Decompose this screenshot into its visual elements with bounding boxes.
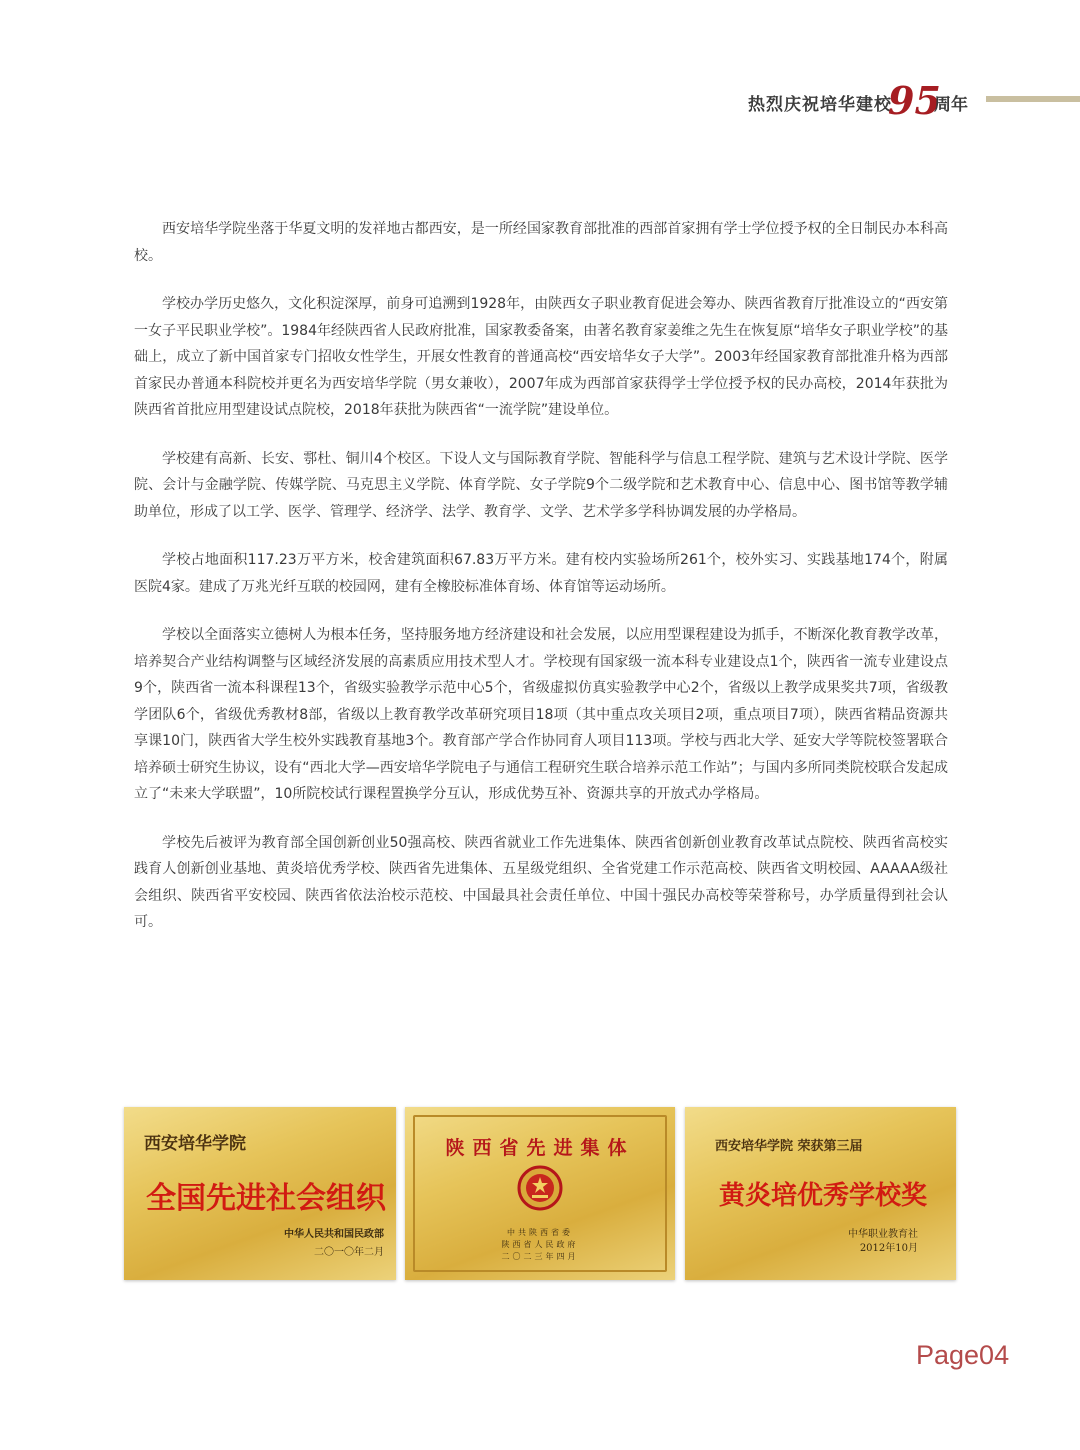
- header-decorative-bar: [986, 96, 1080, 102]
- plaque-issuer: 中华人民共和国民政部: [284, 1229, 384, 1240]
- national-emblem-icon: [517, 1165, 563, 1211]
- paragraph: 西安培华学院坐落于华夏文明的发祥地古都西安，是一所经国家教育部批准的西部首家拥有学士学位授予权的全日制民办本科高校。: [134, 221, 948, 264]
- plaque-national-advanced-org: [124, 1107, 396, 1280]
- plaque-date: 二〇一〇年二月: [314, 1247, 384, 1258]
- plaque-issuer: 中华职业教育社: [848, 1229, 918, 1240]
- paragraph: 学校占地面积117.23万平方米，校舍建筑面积67.83万平方米。建有校内实验场所261个，校外实习、实践基地174个，附属医院4家。建成了万兆光纤互联的校园网，建有全橡胶标准体育场、体育馆等运动场所。: [134, 552, 948, 595]
- anniversary-number: 95: [888, 78, 941, 123]
- paragraph: 学校建有高新、长安、鄠杜、铜川4个校区。下设人文与国际教育学院、智能科学与信息工程学院、建筑与艺术设计学院、医学院、会计与金融学院、传媒学院、马克思主义学院、体育学院、女子学院9个二级学院和艺术教育中心、信息中心、图书馆等教学辅助单位，形成了以工学、医学、管理学、经济学、法学、教育学、文学、艺术学多学科协调发展的办学格局。: [134, 450, 948, 520]
- plaque-date: 二〇二三年四月: [501, 1252, 579, 1261]
- plaque-title: 黄炎培优秀学校奖: [719, 1181, 928, 1211]
- plaque-title: 陕西省先进集体: [445, 1137, 635, 1159]
- paragraph: 学校办学历史悠久，文化积淀深厚，前身可追溯到1928年，由陕西女子职业教育促进会筹办、陕西省教育厅批准设立的“西安第一女子平民职业学校”。1984年经陕西省人民政府批准，国家教委备案，由著名教育家姜维之先生在恢复原“培华女子职业学校”的基础上，成立了新中国首家专门招收女性学生，开展女性教育的普通高校“西安培华女子大学”。2003年经国家教育部批准升格为西部首家民办普通本科院校并更名为西安培华学院（男女兼收），2007年成为西部首家获得学士学位授予权的民办高校，2014年获批为陕西省首批应用型建设试点院校，2018年获批为陕西省“一流学院”建设单位。: [134, 296, 948, 418]
- plaque-org: 西安培华学院 荣获第三届: [715, 1139, 863, 1154]
- paragraph: 学校先后被评为教育部全国创新创业50强高校、陕西省就业工作先进集体、陕西省创新创业教育改革试点院校、陕西省高校实践育人创新创业基地、黄炎培优秀学校、陕西省先进集体、五星级党组织、全省党建工作示范高校、陕西省文明校园、AAAAA级社会组织、陕西省平安校园、陕西省依法治校示范校、中国最具社会责任单位、中国十强民办高校等荣誉称号，办学质量得到社会认可。: [134, 834, 948, 930]
- plaque-title: 全国先进社会组织: [146, 1181, 386, 1216]
- plaque-huang-yanpei-award: [685, 1107, 956, 1280]
- plaque-shaanxi-advanced-collective: [405, 1107, 675, 1280]
- page-header: [0, 78, 1080, 124]
- header-title: 热烈庆祝培华建校: [748, 95, 892, 115]
- plaque-date: 2012年10月: [859, 1243, 918, 1254]
- page-number: Page04: [916, 1340, 1010, 1370]
- plaque-issuer: 中共陕西省委: [507, 1228, 573, 1237]
- header-suffix: 周年: [934, 95, 968, 115]
- paragraph: 学校以全面落实立德树人为根本任务，坚持服务地方经济建设和社会发展，以应用型课程建设为抓手，不断深化教育教学改革，培养契合产业结构调整与区域经济发展的高素质应用技术型人才。学校现有国家级一流本科专业建设点1个，陕西省一流专业建设点9个，陕西省一流本科课程13个，省级实验教学示范中心5个，省级虚拟仿真实验教学中心2个，省级以上教学成果奖共7项，省级教学团队6个，省级优秀教材8部，省级以上教育教学改革研究项目18项（其中重点攻关项目2项，重点项目7项），陕西省精品资源共享课10门，陕西省大学生校外实践教育基地3个。教育部产学合作协同育人项目113项。学校与西北大学、延安大学等院校签署联合培养硕士研究生协议，设有“西北大学—西安培华学院电子与通信工程研究生联合培养示范工作站”；与国内多所同类院校联合发起成立了“未来大学联盟”，10所院校试行课程置换学分互认，形成优势互补、资源共享的开放式办学格局。: [134, 627, 948, 802]
- award-plaques: [124, 1107, 956, 1280]
- body-text: [134, 216, 948, 958]
- plaque-org: 西安培华学院: [144, 1134, 246, 1154]
- plaque-issuer: 陕西省人民政府: [501, 1240, 579, 1249]
